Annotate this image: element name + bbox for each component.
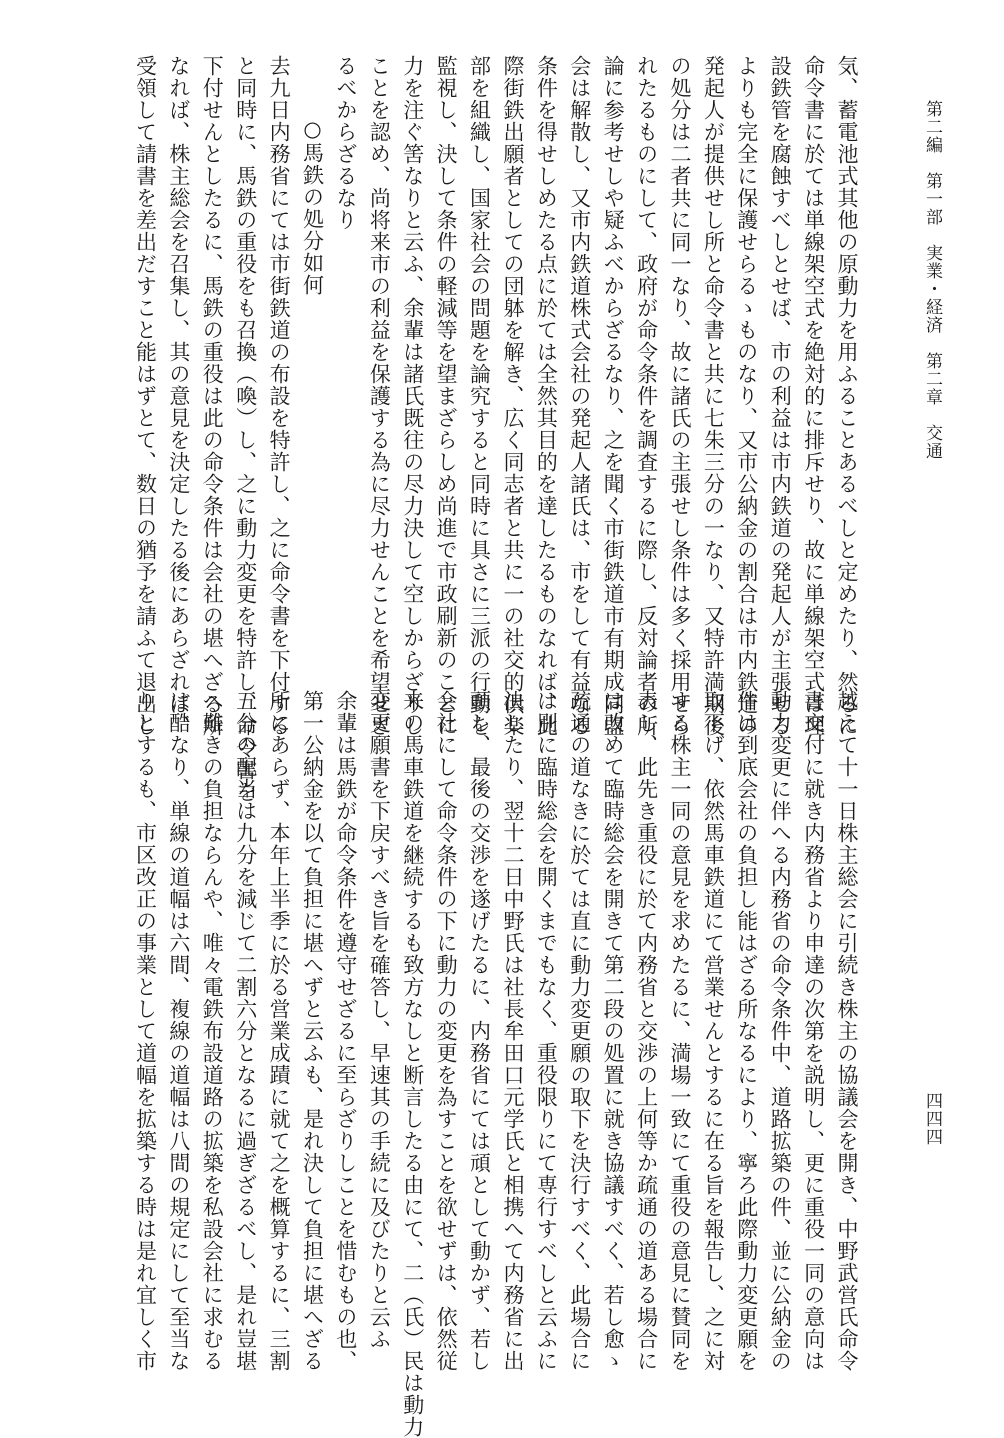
text-column: 設鉄管を腐蝕すべしとせば、市の利益は市内鉄道の発起人が主張せる [768,55,793,737]
text-column: 決したり、翌十二日中野氏は社長牟田口元学氏と相携へて内務省に出 [500,690,525,1372]
text-column: 論に参考せしや疑ふべからざるなり、之を聞く市街鉄道市有期成同盟 [601,55,626,737]
text-column: 書交付に就き内務省より申達の次第を説明し、更に重役一同の意向は [801,690,826,1372]
text-column: 頭し、最後の交渉を遂げたるに、内務省にては頑として動かず、若し [467,690,492,1372]
text-column: の処分は二者共に同一なり、故に諸氏の主張せし条件は多く採用せら [667,55,692,737]
text-column: 下付せんとしたるに、馬鉄の重役は此の命令条件は会社の堪へざる所 [200,55,225,737]
text-column: 受領して請書を差出だすこと能はずとて、数日の猶予を請ふて退出し [133,55,158,737]
text-column: ことを認め、尚将来市の利益を保護する為に尽力せんことを希望せざ [367,55,392,737]
text-column: 気、蓄電池式其他の原動力を用ふることあるべしと定めたり、然るに [835,55,859,737]
text-column: 越えて十一日株主総会に引続き株主の協議会を開き、中野武営氏命令 [835,690,859,1372]
text-column: 五分の配当は九分を減じて二割六分となるに過ぎざるべし、是れ豈堪 [233,690,258,1372]
text-column: 動力変更に伴へる内務省の命令条件中、道路拡築の件、並に公納金の [768,690,793,1372]
text-column: 第一公納金を以て負担に堪へずと云ふも、是れ決して負担に堪へざる [300,690,325,1372]
section-heading: ○馬鉄の処分如何 [300,117,325,296]
text-column: 条件を得せしめたる点に於ては全然其目的を達したるものなれば、此 [534,55,559,737]
text-column: 監視し、決して条件の軽減等を望まざらしめ尚進で市政刷新のことに [434,55,459,737]
text-column: 来の馬車鉄道を継続するも致方なしと断言したる由にて、二（氏）民は動力 [400,690,425,1438]
page-number: 四四四 [922,1092,942,1146]
text-block-lower [123,690,863,1438]
text-column: 疏通の道なきに於ては直に動力変更願の取下を決行すべく、此場合に [567,690,592,1372]
text-column: 会は解散し、又市内鉄道株式会社の発起人諸氏は、市をして有益なる [567,55,592,737]
text-column: るべからざるなり [333,55,358,231]
text-column: 変更願書を下戻すべき旨を確答し、早速其の手続に及びたりと云ふ [367,690,392,1350]
text-column: よりも完全に保護せらるゝものなり、又市公納金の割合は市内鉄道の [734,55,759,737]
text-column: 去九日内務省にては市街鉄道の布設を特許し、之に命令書を下付する [267,55,292,737]
text-column: 力を注ぐ筈なりと云ふ、余輩は諸氏既往の尽力決して空しからざりし [400,55,425,737]
text-column: 命令書に於ては単線架空式を絶対的に排斥せり、故に単線架空式は埋 [801,55,826,737]
text-column: する株主一同の意見を求めたるに、満場一致にて重役の意見に賛同を [667,690,692,1372]
text-column: りとするも、市区改正の事業として道幅を拡築する時は是れ宜しく市 [133,690,158,1372]
text-column: 際街鉄出願者としての団躰を解き、広く同志者と共に一の社交的倶楽 [500,55,525,737]
text-column: 所にあらず、本年上半季に於る営業成蹟に就て之を概算するに、三割 [267,690,292,1372]
text-column: 発起人が提供せし所と命令書と共に七朱三分の一なり、又特許満期後 [701,55,726,737]
text-column: 取下げ、依然馬車鉄道にて営業せんとするに在る旨を報告し、之に対 [701,690,726,1372]
text-column: は改めて臨時総会を開きて第二段の処置に就き協議すべく、若し愈ゝ [601,690,626,1372]
text-column: 余輩は馬鉄が命令条件を遵守せざるに至らざりしことを惜むもの也、 [333,690,358,1372]
text-column: と同時に、馬鉄の重役をも召換（喚）し、之に動力変更を特許し、命令書を [233,55,258,803]
text-column: なれば、株主総会を召集し、其の意見を決定したる後にあらざれば、 [166,55,191,737]
text-column: 件は到底会社の負担し能はざる所なるにより、寧ろ此際動力変更願を [734,690,759,1372]
text-column: へ難きの負担ならんや、唯々電鉄布設道路の拡築を私設会社に求むる [200,690,225,1372]
text-block-upper [123,55,863,803]
text-column: 部を組織し、国家社会の問題を論究すると同時に具さに三派の行動を [467,55,492,737]
text-column: 会社にして命令条件の下に動力の変更を為すことを欲せずは、依然従 [434,690,459,1372]
text-column: は別に臨時総会を開くまでもなく、重役限りにて専行すべしと云ふに [534,690,559,1372]
running-header: 第二編 第一部 実業・経済 第二章 交通 [922,100,942,460]
text-column: れたるものにして、政府が命令条件を調査するに際し、反対論者の所 [634,55,659,737]
text-column: は酷なり、単線の道幅は六間、複線の道幅は八間の規定にして至当な [166,690,191,1372]
text-column: 表し、此先き重役に於て内務省と交渉の上何等か疏通の道ある場合に [634,690,659,1372]
